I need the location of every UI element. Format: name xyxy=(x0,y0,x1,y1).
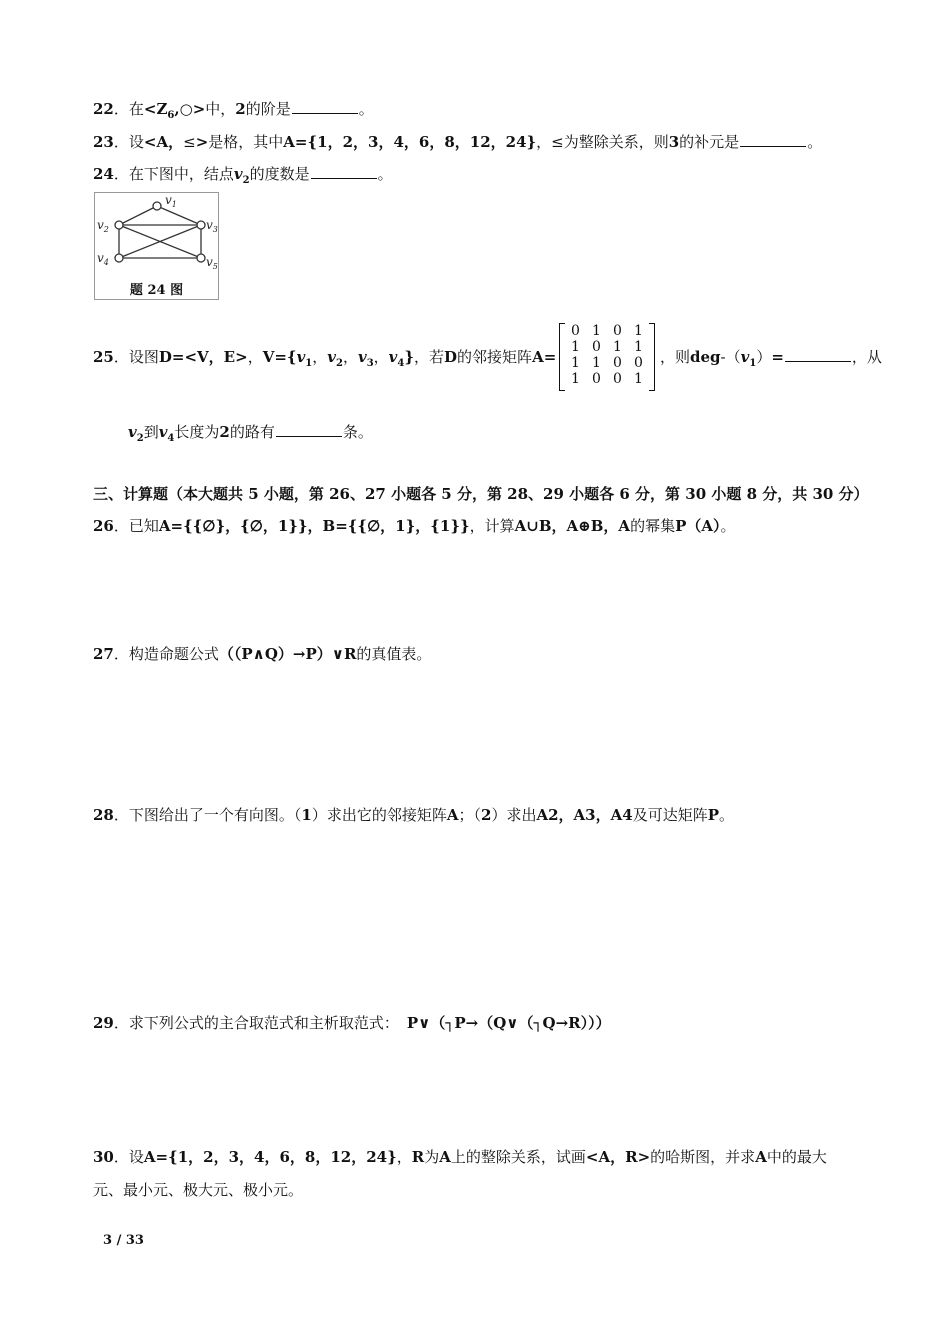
matrix-cell: 1 xyxy=(592,323,601,339)
node-label-v5: $v_5$ xyxy=(206,255,218,271)
adjacency-matrix xyxy=(559,323,655,391)
text: 为 xyxy=(424,1148,440,1166)
variable: v xyxy=(158,423,168,441)
text: ，计算 xyxy=(469,517,515,535)
text: 的幂集 xyxy=(630,517,676,535)
text: 。 xyxy=(377,165,393,183)
text: A xyxy=(755,1148,767,1166)
text: D xyxy=(444,348,458,366)
question-30 xyxy=(93,1147,827,1167)
variable: v xyxy=(128,423,137,441)
section-title: 三、计算题（本大题共 5 小题，第 26、27 小题各 5 分，第 28、29 小题各 6 分，第 30 小题 8 分，共 30 分） xyxy=(93,485,869,503)
text: A= xyxy=(532,348,557,366)
matrix-cell: 0 xyxy=(613,355,622,371)
text: 3 xyxy=(668,133,680,151)
question-number: 23 xyxy=(93,133,114,151)
formula: P∨（┐P→（Q∨（┐Q→R））） xyxy=(406,1014,611,1032)
page-number: 3 / 33 xyxy=(103,1233,144,1248)
text: ， xyxy=(312,348,328,366)
text: 的路有 xyxy=(229,423,275,441)
text: 1 xyxy=(301,806,312,824)
variable: v xyxy=(740,348,750,366)
matrix-cell: 0 xyxy=(571,323,580,339)
matrix-row xyxy=(565,339,649,355)
text: 的真值表。 xyxy=(356,645,432,663)
question-number: 25 xyxy=(93,348,114,366)
text: ．在下图中，结点 xyxy=(113,165,234,183)
graph-drawing xyxy=(95,193,218,283)
text: 。 xyxy=(718,806,734,824)
edge-v1-v2 xyxy=(119,206,157,225)
text: ,○> xyxy=(174,100,206,118)
text: 上的整除关系，试画 xyxy=(450,1148,586,1166)
variable: v xyxy=(296,348,306,366)
question-30-line2: 元、最小元、极大元、极小元。 xyxy=(93,1181,304,1199)
node-label-v2: $v_2$ xyxy=(97,218,109,234)
question-number: 29 xyxy=(93,1014,114,1032)
text: 中， xyxy=(205,100,236,118)
answer-blank[interactable] xyxy=(740,134,806,147)
figure-caption: 题 24 图 xyxy=(129,283,184,298)
text: > xyxy=(195,133,209,151)
text: 长度为 xyxy=(174,423,220,441)
text: B，A xyxy=(590,517,631,535)
text: ） xyxy=(756,348,772,366)
text: <A，R> xyxy=(585,1148,651,1166)
matrix-cell: 1 xyxy=(571,355,580,371)
subscript: 3 xyxy=(366,358,374,369)
matrix-cell: 1 xyxy=(634,339,643,355)
text: ．设 xyxy=(113,133,144,151)
matrix-cell: 1 xyxy=(571,371,580,387)
text: ， xyxy=(247,348,263,366)
question-26 xyxy=(93,516,736,536)
answer-blank[interactable] xyxy=(292,101,358,114)
text: ．下图给出了一个有向图。（ xyxy=(113,806,302,824)
question-number: 24 xyxy=(93,165,114,183)
node-v4 xyxy=(115,254,123,262)
text: ， xyxy=(396,1148,412,1166)
matrix-cell: 1 xyxy=(634,371,643,387)
question-29 xyxy=(93,1013,611,1033)
question-25 xyxy=(93,347,556,374)
answer-blank[interactable] xyxy=(785,349,851,362)
graph-figure-24 xyxy=(94,192,219,300)
text: P xyxy=(707,806,719,824)
node-label-v1: $v_1$ xyxy=(165,193,177,209)
matrix-row xyxy=(565,323,649,339)
subscript: 4 xyxy=(397,358,405,369)
text: ，若 xyxy=(414,348,445,366)
question-25-line2 xyxy=(128,422,373,449)
symmetric-difference-symbol: ⊕ xyxy=(578,517,591,535)
text: 的度数是 xyxy=(249,165,310,183)
matrix-cell: 0 xyxy=(592,371,601,387)
variable: v xyxy=(388,348,398,366)
text: ）求出它的邻接矩阵 xyxy=(311,806,447,824)
text: 的邻接矩阵 xyxy=(457,348,533,366)
question-24 xyxy=(93,164,393,191)
text: } xyxy=(404,348,415,366)
subscript: 1 xyxy=(305,358,313,369)
text: R xyxy=(411,1148,425,1166)
node-v1 xyxy=(153,202,161,210)
text: ）求出 xyxy=(491,806,537,824)
text: 2 xyxy=(219,423,230,441)
node-v2 xyxy=(115,221,123,229)
text: ．已知 xyxy=(113,517,159,535)
text: 及可达矩阵 xyxy=(632,806,708,824)
text: 2 xyxy=(481,806,492,824)
matrix-cell: 1 xyxy=(571,339,580,355)
subscript: 2 xyxy=(242,175,250,186)
question-number: 27 xyxy=(93,645,114,663)
question-number: 30 xyxy=(93,1148,114,1166)
matrix-table xyxy=(565,323,649,387)
subscript: 4 xyxy=(167,433,175,444)
text: A xyxy=(439,1148,451,1166)
text: （（P∧Q）→P）∨R xyxy=(218,645,357,663)
variable: v xyxy=(233,165,243,183)
question-28 xyxy=(93,805,734,825)
node-v5 xyxy=(197,254,205,262)
subscript: 1 xyxy=(749,358,757,369)
question-27 xyxy=(93,644,431,664)
matrix-row xyxy=(565,355,649,371)
text: ．设 xyxy=(113,1148,144,1166)
text: ．构造命题公式 xyxy=(113,645,219,663)
text: 。 xyxy=(720,517,736,535)
matrix-cell: 1 xyxy=(613,339,622,355)
text: 是格，其中 xyxy=(208,133,284,151)
question-25-continued xyxy=(660,347,882,374)
subscript: 2 xyxy=(136,433,144,444)
answer-blank[interactable] xyxy=(276,424,342,437)
matrix-bracket-right xyxy=(649,323,655,391)
text: deg xyxy=(690,348,721,366)
text: 的阶是 xyxy=(245,100,291,118)
text: ，则 xyxy=(660,348,691,366)
answer-blank[interactable] xyxy=(311,166,377,179)
text: ．在 xyxy=(113,100,144,118)
node-label-v4: $v_4$ xyxy=(97,251,109,267)
matrix-row xyxy=(565,371,649,387)
text: A xyxy=(446,806,459,824)
matrix-cell: 1 xyxy=(634,323,643,339)
text: A2，A3，A4 xyxy=(536,806,633,824)
text: <A， xyxy=(143,133,184,151)
subscript: 2 xyxy=(335,358,343,369)
text: ．求下列公式的主合取范式和主析取范式： xyxy=(113,1014,399,1032)
question-number: 26 xyxy=(93,517,114,535)
text: 的哈斯图，并求 xyxy=(650,1148,756,1166)
text: 2 xyxy=(235,100,246,118)
text: = xyxy=(771,348,784,366)
text: P（A） xyxy=(675,517,721,535)
text: 条。 xyxy=(342,423,373,441)
text: <Z xyxy=(143,100,168,118)
text: 。 xyxy=(358,100,374,118)
matrix-cell: 0 xyxy=(634,355,643,371)
question-number: 28 xyxy=(93,806,114,824)
node-v3 xyxy=(197,221,205,229)
edge-v1-v3 xyxy=(157,206,201,225)
text: ．设图 xyxy=(113,348,159,366)
node-label-v3: $v_3$ xyxy=(206,218,218,234)
text: 的补元是 xyxy=(679,133,740,151)
text: ，≤为整除关系，则 xyxy=(536,133,669,151)
text: A={{∅}，{∅，1}}，B={{∅，1}，{1}} xyxy=(158,517,470,535)
text: 。 xyxy=(807,133,823,151)
subscript: 6 xyxy=(167,110,175,121)
variable: v xyxy=(357,348,367,366)
text: ， xyxy=(342,348,358,366)
variable: v xyxy=(327,348,336,366)
matrix-cell: 0 xyxy=(592,339,601,355)
text: A={1，2，3，4，6，8，12，24} xyxy=(283,133,537,151)
text: ， xyxy=(373,348,389,366)
text: 中的最大 xyxy=(766,1148,827,1166)
question-22 xyxy=(93,99,374,126)
text: A∪B，A xyxy=(514,517,579,535)
text: D=<V，E> xyxy=(158,348,248,366)
text: ；（ xyxy=(458,806,481,824)
text: V={ xyxy=(262,348,297,366)
text: ≤ xyxy=(183,133,196,151)
question-number: 22 xyxy=(93,100,114,118)
matrix-cell: 1 xyxy=(592,355,601,371)
matrix-cell: 0 xyxy=(613,371,622,387)
text: 到 xyxy=(143,423,159,441)
matrix-cell: 0 xyxy=(613,323,622,339)
text: A={1，2，3，4，6，8，12，24} xyxy=(143,1148,397,1166)
question-23 xyxy=(93,132,822,152)
text: -（ xyxy=(720,348,741,366)
text: ，从 xyxy=(851,348,882,366)
